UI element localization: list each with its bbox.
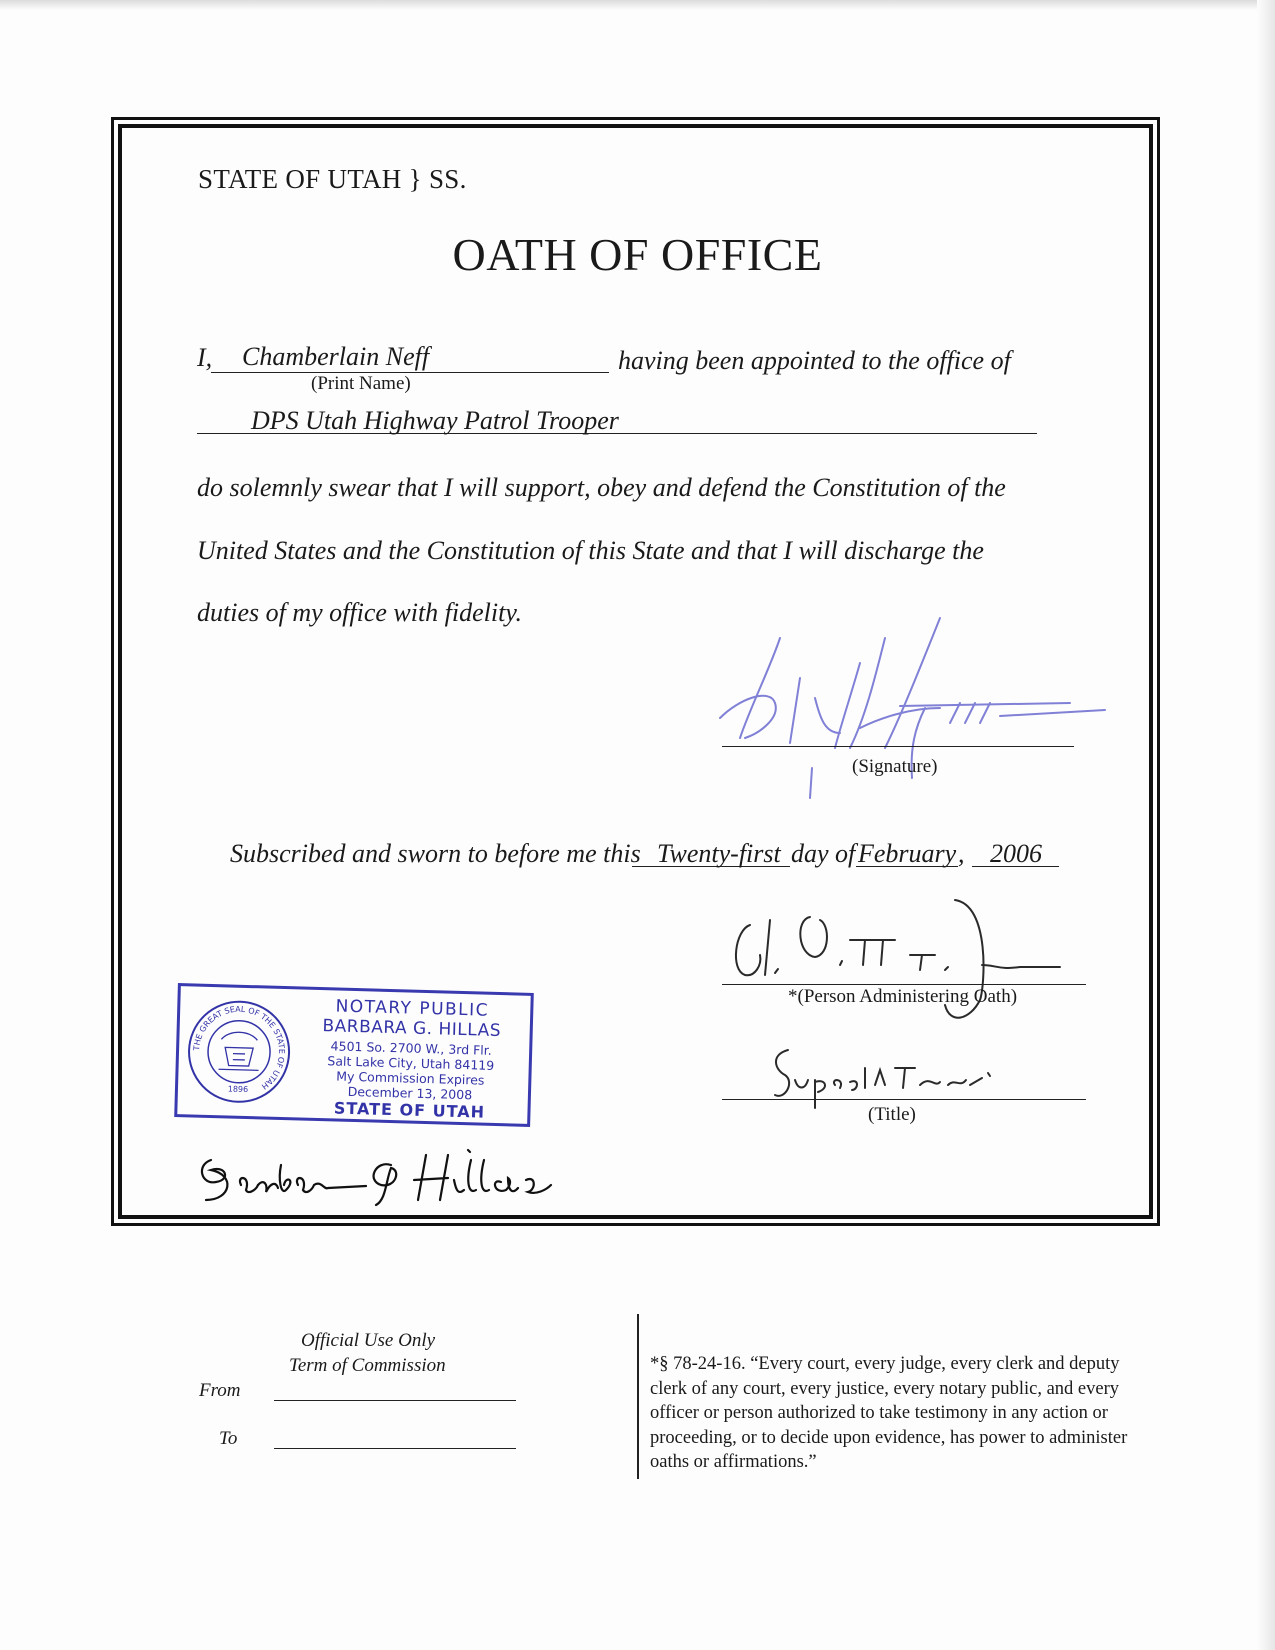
signature-line <box>722 746 1074 747</box>
term-of-commission-heading: Term of Commission <box>289 1355 446 1376</box>
notary-state: STATE OF UTAH <box>333 1098 486 1122</box>
subscribed-text: Subscribed and sworn to before me this <box>230 839 641 868</box>
venue-heading: STATE OF UTAH } SS. <box>198 164 467 194</box>
year-value: 2006 <box>990 839 1042 868</box>
print-name-value: Chamberlain Neff <box>242 342 430 371</box>
notary-address: 4501 So. 2700 W., 3rd Flr. <box>330 1038 492 1058</box>
notary-expires-date: December 13, 2008 <box>347 1083 473 1103</box>
administrator-line <box>722 984 1086 985</box>
day-value: Twenty-first <box>657 839 781 868</box>
administrator-signature <box>720 895 1080 1035</box>
date-comma: , <box>958 839 965 868</box>
official-use-heading: Official Use Only <box>301 1330 436 1351</box>
appointed-text: having been appointed to the office of <box>618 346 1011 375</box>
svg-text:1896: 1896 <box>227 1084 249 1095</box>
to-field <box>274 1448 516 1449</box>
from-field <box>274 1400 516 1401</box>
oath-body-line-3: duties of my office with fidelity. <box>197 598 522 627</box>
from-label: From <box>199 1380 241 1401</box>
print-name-caption: (Print Name) <box>311 373 411 394</box>
administrator-caption: *(Person Administering Oath) <box>788 986 1018 1007</box>
title-line <box>722 1099 1086 1100</box>
oath-taker-signature <box>700 608 1120 808</box>
page-title: OATH OF OFFICE <box>452 229 823 280</box>
svg-text:THE GREAT SEAL OF THE STATE OF: THE GREAT SEAL OF THE STATE OF UTAH <box>192 1004 287 1091</box>
office-value: DPS Utah Highway Patrol Trooper <box>251 406 619 435</box>
bottom-divider <box>637 1314 639 1479</box>
oath-body-line-2: United States and the Constitution of this State and that I will discharge the <box>197 536 984 565</box>
signature-caption: (Signature) <box>852 756 938 777</box>
scan-edge-top <box>0 0 1275 10</box>
statute-footnote: *§ 78-24-16. “Every court, every judge, every clerk and deputy clerk of any court, every justice, every notary public, and every officer or person authorized to take testimony in any action or proceeding, or to decide upon evidence, has power to administer oaths or affirmations.” <box>650 1354 1128 1472</box>
notary-city: Salt Lake City, Utah 84119 <box>327 1053 495 1073</box>
notary-name: BARBARA G. HILLAS <box>322 1016 502 1042</box>
month-value: February <box>858 839 957 868</box>
notary-title: NOTARY PUBLIC <box>335 996 490 1021</box>
notary-expires-label: My Commission Expires <box>336 1068 485 1088</box>
oath-body-line-1: do solemnly swear that I will support, obey and defend the Constitution of the <box>197 473 1006 502</box>
notary-stamp <box>174 983 534 1127</box>
oath-prefix: I, <box>197 343 213 372</box>
state-seal-icon <box>186 998 293 1105</box>
to-label: To <box>219 1428 238 1449</box>
day-of-text: day of <box>791 839 856 868</box>
notary-signature <box>186 1140 586 1220</box>
title-caption: (Title) <box>868 1104 916 1125</box>
